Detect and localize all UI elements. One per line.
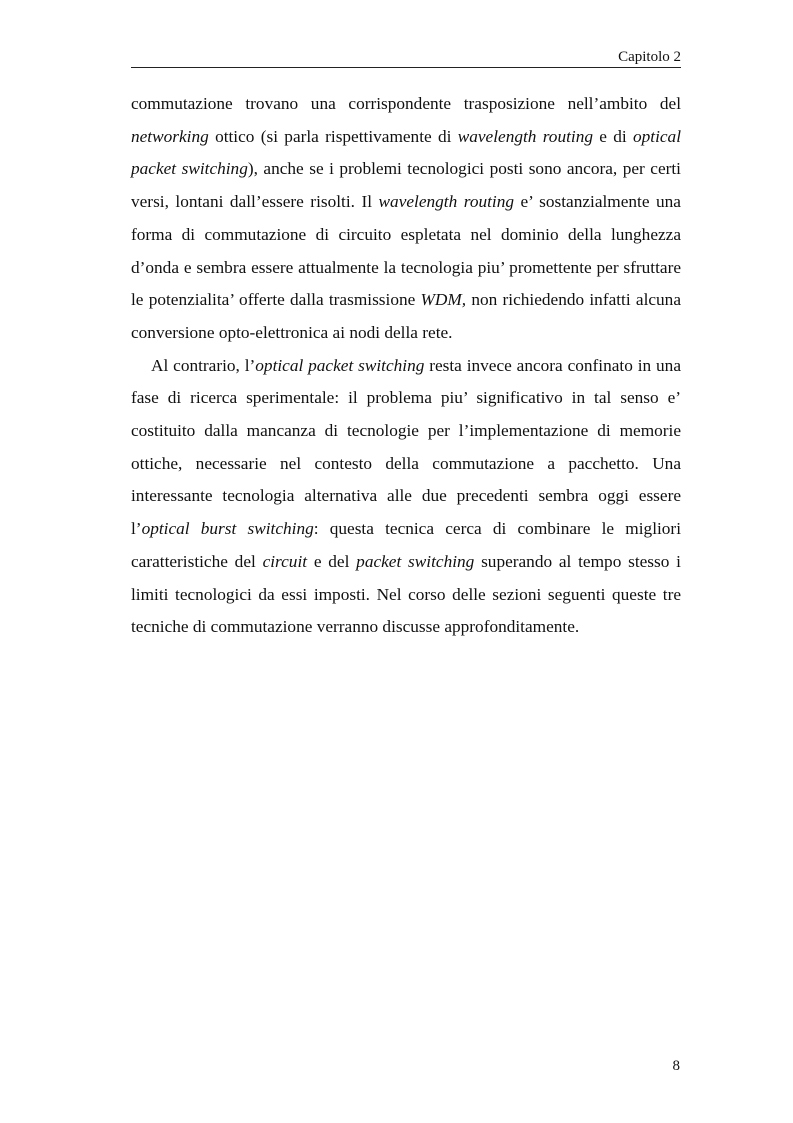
text-run: commutazione trovano una corrispondente trasposizione nell’ambito del — [131, 94, 681, 113]
text-run-italic: wavelength routing — [378, 192, 514, 212]
text-run: ), anche se i problemi tecnologici posti sono ancora, per certi versi, lontani dall’essere risolti. Il — [131, 159, 681, 212]
text-run-italic: networking — [131, 126, 209, 146]
text-run-italic: wavelength routing — [457, 126, 593, 146]
text-run-italic: optical burst switching — [141, 519, 314, 539]
text-run: ottico (si parla rispettivamente di — [208, 126, 458, 146]
text-run-italic: optical packet switching — [131, 126, 681, 179]
text-run: e di — [592, 126, 633, 146]
paragraph-2 — [131, 350, 681, 644]
text-run: : questa tecnica cerca di combinare le migliori caratteristiche del — [131, 519, 681, 571]
paragraph-1 — [131, 88, 681, 350]
text-run: Al contrario, l’ — [151, 355, 256, 375]
text-run: non richiedendo infatti alcuna conversione opto-elettronica ai nodi della rete. — [131, 290, 681, 342]
text-run-italic: packet switching — [356, 551, 475, 571]
text-run: resta invece ancora confinato in una fase di ricerca sperimentale: il problema piu’ significativo in tal senso e’ costituito dalla mancanza di tecnologie per l’implementazione di memorie ottiche, necessarie nel contesto della commutazione a pacchetto. Una interessante tecnologia alternativa alle due precedenti sembra oggi essere l’ — [131, 355, 681, 539]
text-run: e del — [307, 551, 357, 571]
text-run: e’ sostanzialmente una forma di commutazione di circuito espletata nel dominio della lunghezza d’onda e sembra essere attualmente la tecnologia piu’ promettente per sfruttare le potenzialita’ offerte dalla trasmissione — [131, 192, 681, 310]
text-run-italic: optical packet switching — [255, 355, 425, 375]
text-run: superando al tempo stesso i limiti tecnologici da essi imposti. Nel corso delle sezioni seguenti queste tre tecniche di commutazione verranno discusse approfonditamente. — [131, 551, 681, 637]
body-text — [131, 88, 681, 644]
text-run-italic: WDM, — [420, 290, 467, 310]
running-header — [131, 48, 681, 68]
text-run-italic: circuit — [262, 551, 308, 571]
page-number: 8 — [672, 1058, 680, 1074]
chapter-title: Capitolo 2 — [618, 49, 681, 65]
